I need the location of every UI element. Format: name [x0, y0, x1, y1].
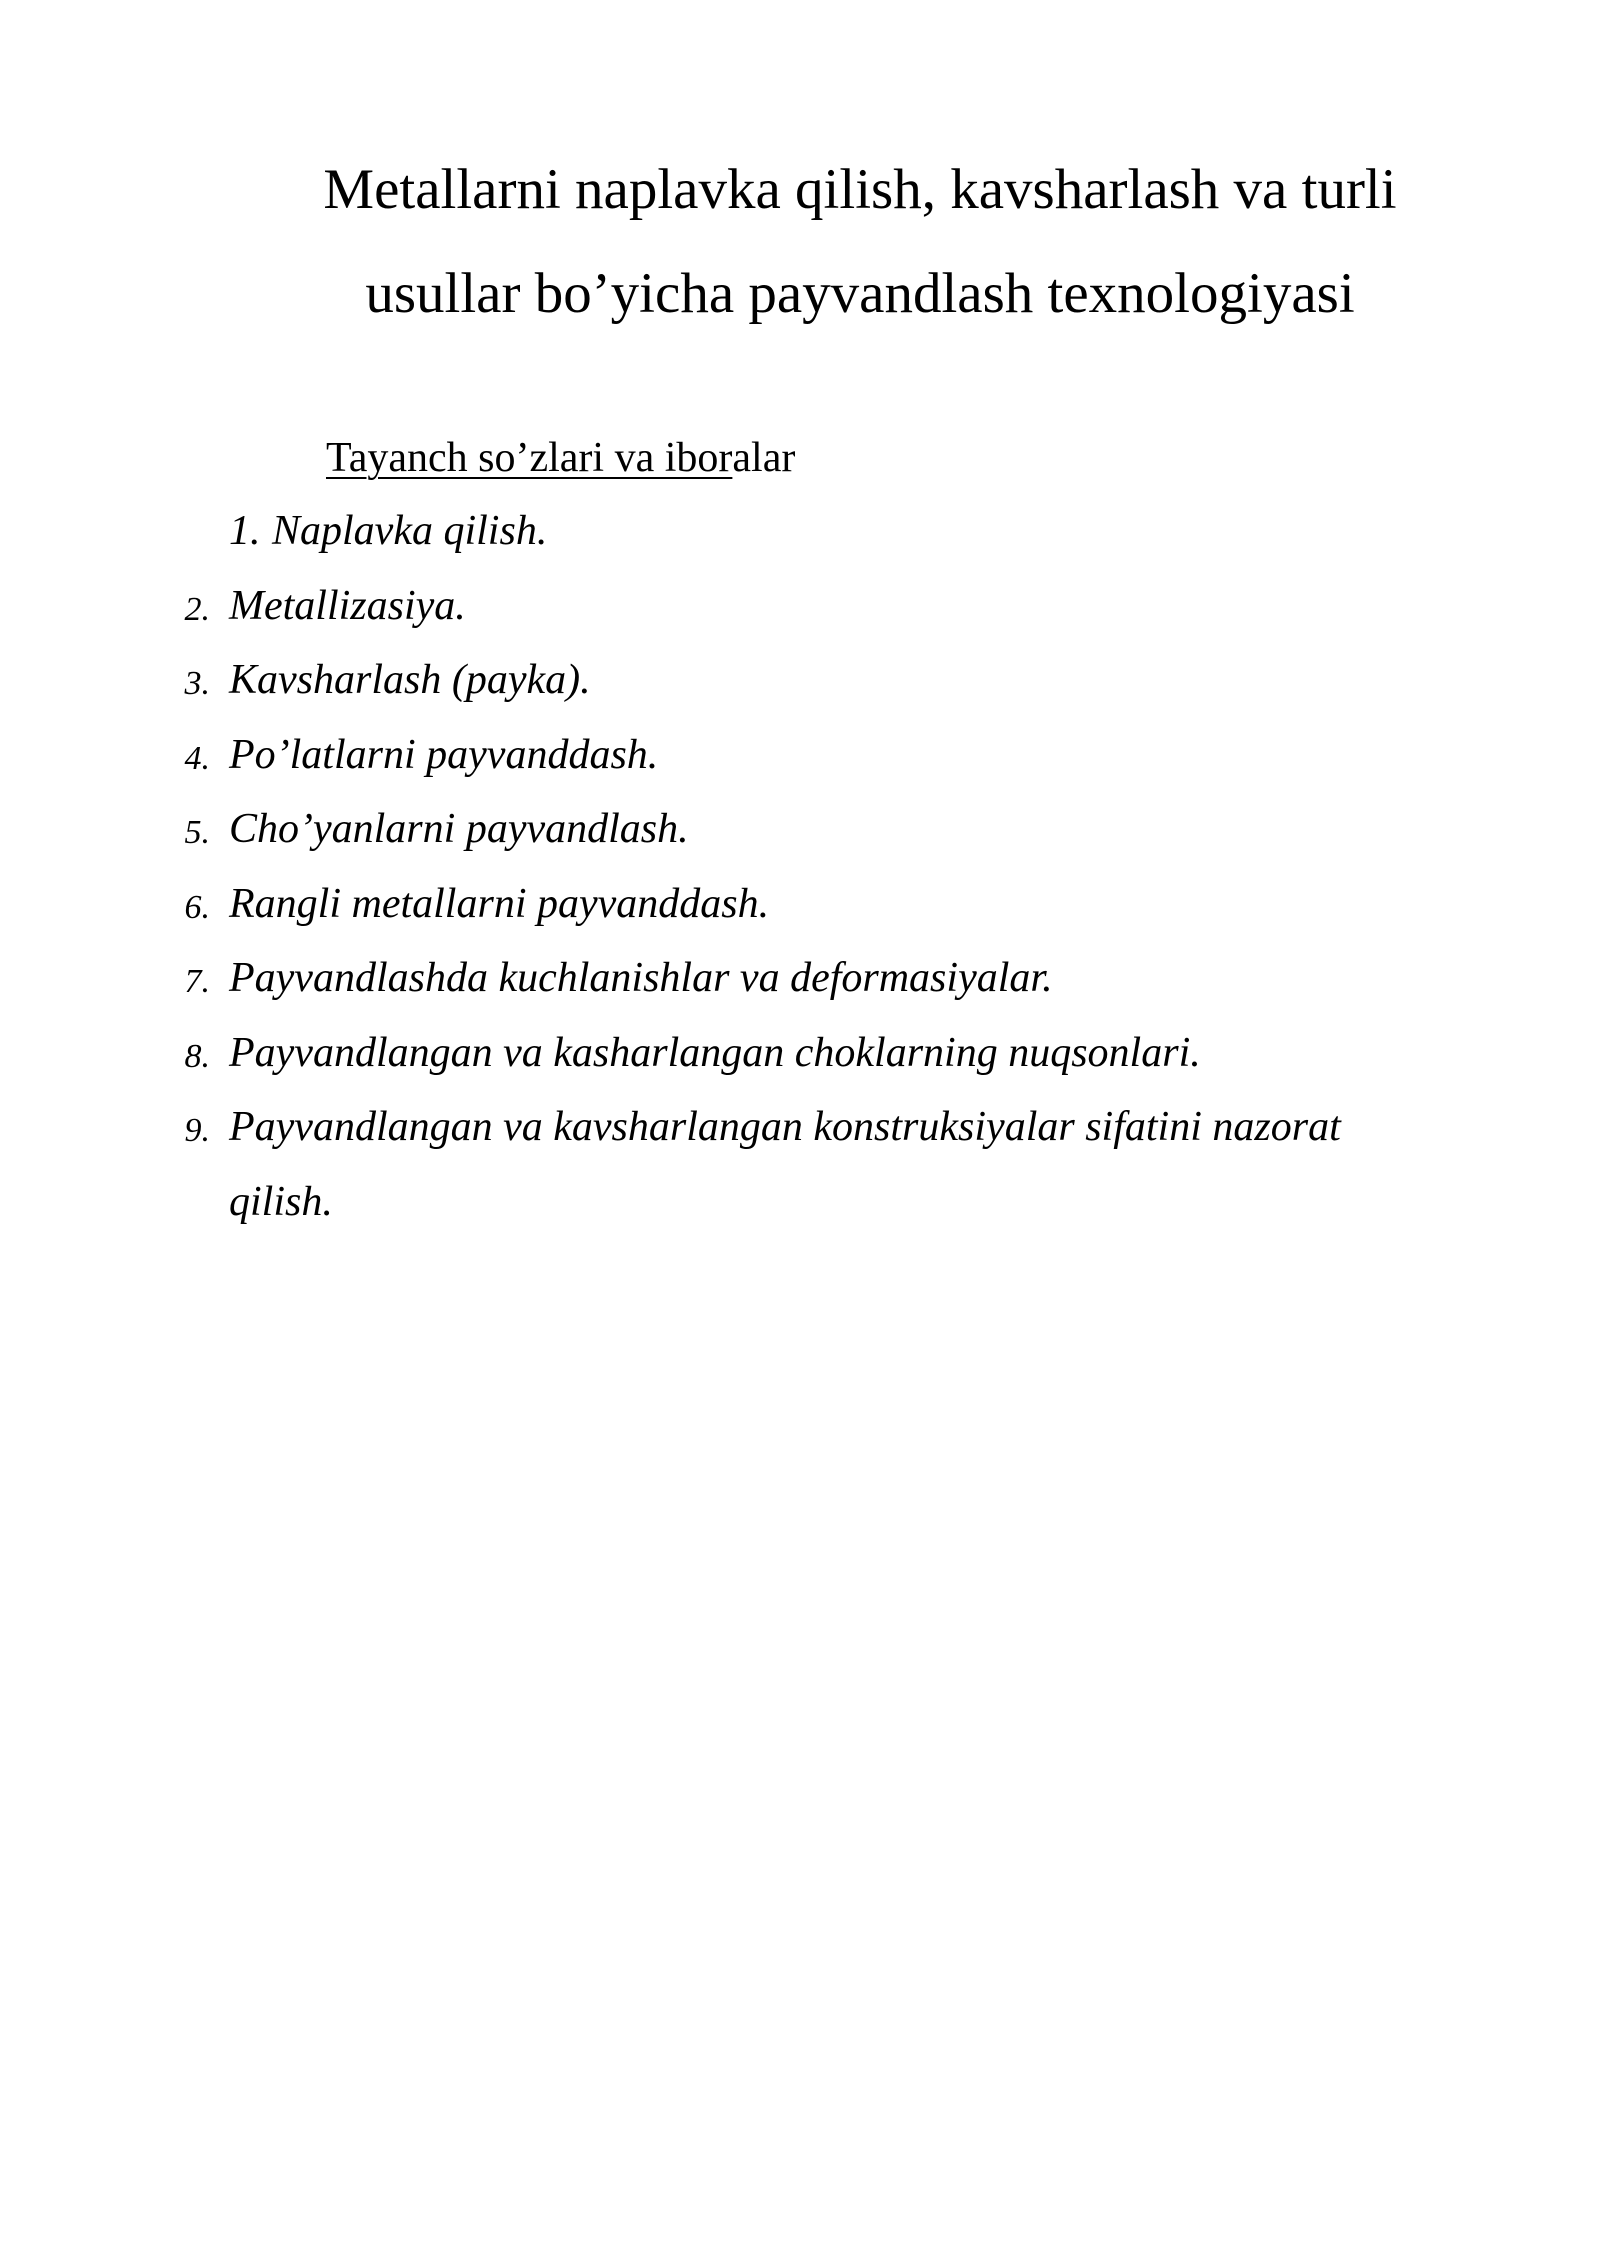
- title-line-2: usullar bo’yicha payvandlash texnologiyasi: [365, 262, 1355, 325]
- list-item-number: 6.: [184, 888, 210, 926]
- list-item-number: 5.: [184, 814, 210, 851]
- list-item: [0, 649, 1600, 724]
- keywords-heading-rest: alar: [732, 435, 796, 481]
- title-line-1: Metallarni naplavka qilish, kavsharlash va turli: [323, 158, 1397, 221]
- list-item: [0, 798, 1600, 873]
- list-item: [0, 947, 1600, 1022]
- list-item-text: Cho’yanlarni payvandlash.: [229, 806, 689, 852]
- list-item: [0, 500, 1600, 575]
- list-item: [0, 1096, 1600, 1225]
- keywords-heading: [326, 428, 795, 488]
- list-item-text: Metallizasiya.: [229, 582, 466, 629]
- keywords-heading-underlined: Tayanch so’zlari va ibor: [326, 435, 733, 481]
- list-item-text: Rangli metallarni payvanddash.: [229, 880, 770, 927]
- list-item-number: 1.: [229, 508, 261, 554]
- list-item-text: Kavsharlash (payka).: [229, 657, 591, 703]
- list-item-number: 2.: [184, 590, 210, 628]
- list-item: [0, 873, 1600, 948]
- list-item-number: 3.: [184, 665, 210, 702]
- list-item-text: Payvandlashda kuchlanishlar va deformasiyalar.: [229, 955, 1053, 1001]
- list-item: [0, 575, 1600, 650]
- list-item: [0, 724, 1600, 799]
- list-item-text: Po’latlarni payvanddash.: [229, 731, 659, 778]
- keywords-list: [0, 500, 1600, 1225]
- list-item-number: 8.: [184, 1037, 210, 1075]
- list-item-number: 7.: [184, 963, 210, 1000]
- list-item: [0, 1022, 1600, 1097]
- list-item-text: Payvandlangan va kavsharlangan konstruksiyalar sifatini nazorat qilish.: [229, 1104, 1341, 1225]
- document-title: [200, 138, 1520, 346]
- list-item-number: 4.: [184, 739, 210, 777]
- list-item-text: Naplavka qilish.: [272, 508, 548, 554]
- list-item-text: Payvandlangan va kasharlangan choklarning nuqsonlari.: [229, 1029, 1201, 1076]
- list-item-number: 9.: [184, 1112, 210, 1149]
